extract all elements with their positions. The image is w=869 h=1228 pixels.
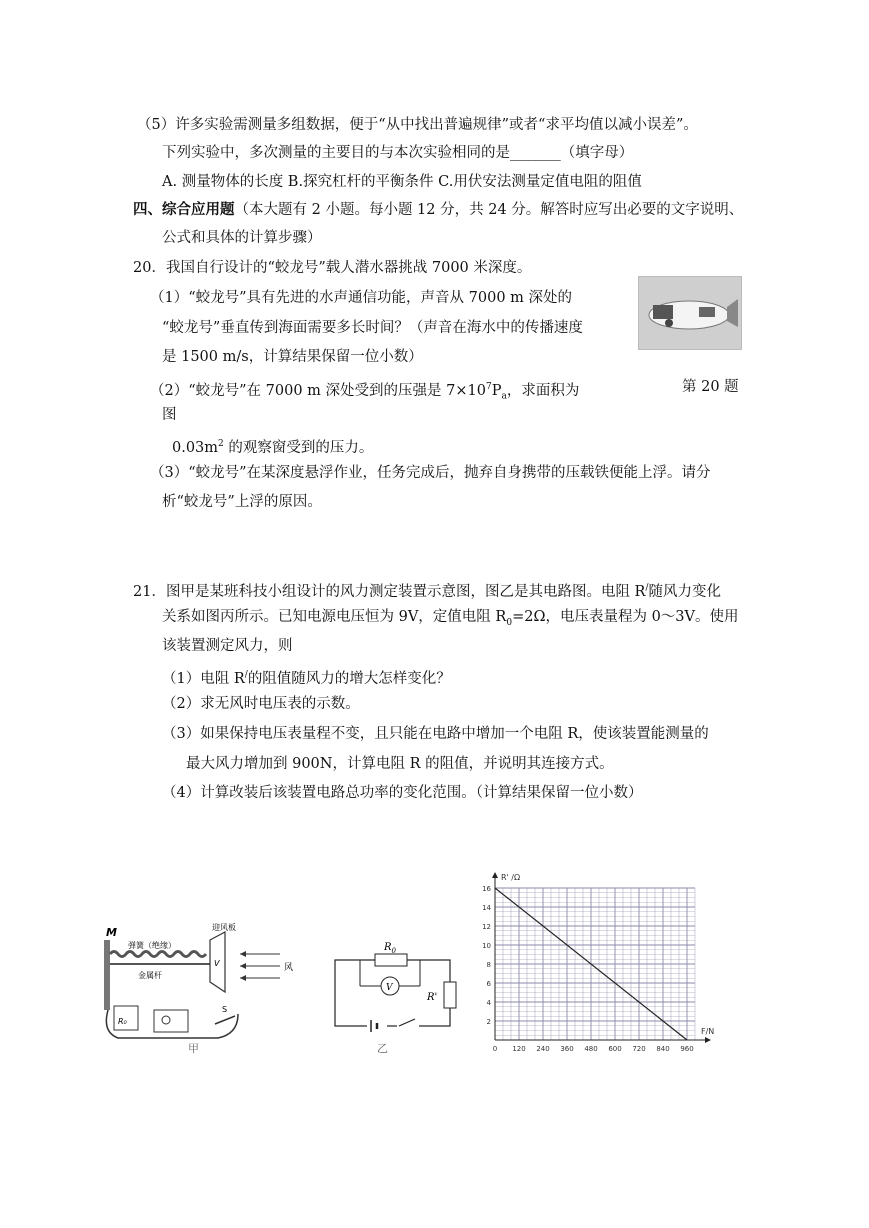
q20-stem: 20．我国自行设计的“蛟龙号”载人潜水器挑战 7000 米深度。 bbox=[133, 260, 532, 276]
q20-area: 0.03m bbox=[172, 439, 219, 456]
q21-l2-text: 关系如图丙所示。已知电源电压恒为 9V，定值电阻 R bbox=[162, 609, 507, 625]
r0-label: $R_0$ bbox=[384, 942, 396, 955]
y-tick-label: 6 bbox=[486, 980, 491, 988]
section-desc: （本大题有 2 小题。每小题 12 分，共 24 分。解答时应写出必要的文字说明、 bbox=[234, 202, 744, 218]
x-tick-label: 0 bbox=[492, 1045, 498, 1053]
figure-jia bbox=[100, 912, 300, 1055]
q20-p2-exp: 7 bbox=[485, 382, 492, 392]
q20-p2-unit-sub: a bbox=[501, 391, 507, 402]
y-tick-label: 8 bbox=[486, 961, 491, 969]
section-header bbox=[133, 200, 743, 220]
q20-p3-line2: 析“蛟龙号”上浮的原因。 bbox=[162, 494, 322, 510]
q21-l1-prime: / bbox=[645, 583, 649, 593]
x-tick-label: 840 bbox=[656, 1045, 670, 1053]
q20-p1-line1: （1）“蛟龙号”具有先进的水声通信功能，声音从 7000 m 深处的 bbox=[150, 290, 573, 306]
s-label: S bbox=[222, 1005, 228, 1014]
caption-yi: 乙 bbox=[377, 1042, 388, 1055]
r0-resistor bbox=[375, 954, 407, 966]
x-tick-label: 600 bbox=[608, 1045, 622, 1053]
q21-line1 bbox=[133, 578, 721, 602]
q19-5-line1: （5）许多实验需测量多组数据，便于“从中找出普遍规律”或者“求平均值以减小误差”。 bbox=[137, 117, 698, 133]
voltmeter-box bbox=[154, 1010, 188, 1032]
resistance-force-chart bbox=[470, 872, 720, 1062]
q21-l1-end: 随风力变化 bbox=[648, 583, 722, 600]
q19-5-line2: 下列实验中，多次测量的主要目的与本次实验相同的是_______（填字母） bbox=[162, 145, 634, 161]
q21-line3: 该装置测定风力，则 bbox=[162, 638, 293, 654]
v-label: V bbox=[386, 983, 393, 993]
r-prime-resistor bbox=[444, 982, 456, 1008]
spring-label: 弹簧（绝缘） bbox=[128, 941, 176, 950]
y-tick-label: 12 bbox=[482, 923, 491, 931]
q20-p2-text: （2）“蛟龙号”在 7000 m 深处受到的压强是 7×10 bbox=[150, 382, 486, 399]
q21-l1-text: 21．图甲是某班科技小组设计的风力测定装置示意图，图乙是其电路图。电阻 R bbox=[133, 583, 646, 600]
x-tick-label: 480 bbox=[584, 1045, 598, 1053]
q21-sub2: （2）求无风时电压表的示数。 bbox=[162, 696, 360, 712]
y-axis-arrow bbox=[492, 872, 498, 878]
q21-sub3-line2: 最大风力增加到 900N，计算电阻 R 的阻值，并说明其连接方式。 bbox=[186, 756, 614, 772]
wall bbox=[104, 940, 110, 1010]
q21-line2 bbox=[162, 607, 739, 633]
q21-l2-end: =2Ω，电压表量程为 0～3V。使用 bbox=[512, 609, 739, 625]
board-label: 迎风板 bbox=[212, 923, 236, 932]
y-axis-label: R' /Ω bbox=[501, 873, 521, 882]
q20-figure-label-2: 图 bbox=[162, 407, 177, 423]
q20-figure-label: 第 20 题 bbox=[682, 379, 739, 395]
x-axis-arrow bbox=[705, 1037, 711, 1043]
q20-p2-text-end: ，求面积为 bbox=[506, 382, 580, 399]
y-tick-label: 16 bbox=[482, 885, 491, 893]
m-label: M bbox=[106, 926, 117, 939]
figure-yi bbox=[325, 940, 475, 1056]
q21-l2-sub: 0 bbox=[506, 617, 513, 628]
x-tick-label: 960 bbox=[680, 1045, 694, 1053]
q21-s1-text: （1）电阻 R bbox=[162, 670, 245, 687]
q21-sub1 bbox=[162, 665, 451, 689]
q20-p2-line1 bbox=[150, 377, 579, 407]
q19-5-options: A. 测量物体的长度 B.探究杠杆的平衡条件 C.用伏安法测量定值电阻的阻值 bbox=[162, 174, 642, 190]
y-tick-label: 10 bbox=[482, 942, 491, 950]
q20-area-exp: 2 bbox=[218, 439, 224, 449]
section-title: 四、综合应用题 bbox=[133, 201, 235, 218]
q20-p2-line2 bbox=[172, 434, 373, 458]
q20-p1-line2: “蛟龙号”垂直传到海面需要多长时间？（声音在海水中的传播速度 bbox=[162, 320, 583, 336]
q20-p2-unit: P bbox=[491, 382, 502, 399]
x-tick-label: 360 bbox=[560, 1045, 574, 1053]
switch bbox=[215, 1016, 235, 1024]
y-tick-label: 2 bbox=[486, 1018, 491, 1026]
r-label: R₀ bbox=[118, 1017, 127, 1026]
q20-p2-end: 的观察窗受到的压力。 bbox=[223, 439, 374, 456]
submersible-photo bbox=[638, 276, 742, 350]
q21-sub4: （4）计算改装后该装置电路总功率的变化范围。（计算结果保留一位小数） bbox=[162, 785, 643, 801]
q20-p3-line1: （3）“蛟龙号”在某深度悬浮作业，任务完成后，抛弃自身携带的压载铁便能上浮。请分 bbox=[150, 465, 711, 481]
q21-s1-end: 的阻值随风力的增大怎样变化？ bbox=[247, 670, 451, 687]
wind-label: 风 bbox=[284, 963, 294, 973]
spring-icon bbox=[110, 952, 206, 957]
rod-label: 金属杆 bbox=[138, 971, 162, 980]
x-axis-label: F/N bbox=[701, 1027, 715, 1036]
caption-jia: 甲 bbox=[188, 1042, 199, 1055]
x-tick-label: 240 bbox=[536, 1045, 550, 1053]
board-v-label: V bbox=[214, 959, 220, 968]
q20-p1-line3: 是 1500 m/s，计算结果保留一位小数） bbox=[162, 349, 423, 365]
rp-label: R' bbox=[427, 992, 438, 1003]
x-tick-label: 720 bbox=[632, 1045, 646, 1053]
y-tick-label: 14 bbox=[482, 904, 491, 912]
q21-sub3-line1: （3）如果保持电压表量程不变，且只能在电路中增加一个电阻 R，使该装置能测量的 bbox=[162, 726, 709, 742]
figure-chart bbox=[470, 872, 720, 1062]
section-desc-2: 公式和具体的计算步骤） bbox=[162, 230, 322, 246]
q21-s1-prime: / bbox=[244, 670, 248, 680]
x-tick-label: 120 bbox=[512, 1045, 526, 1053]
y-tick-label: 4 bbox=[486, 999, 491, 1007]
